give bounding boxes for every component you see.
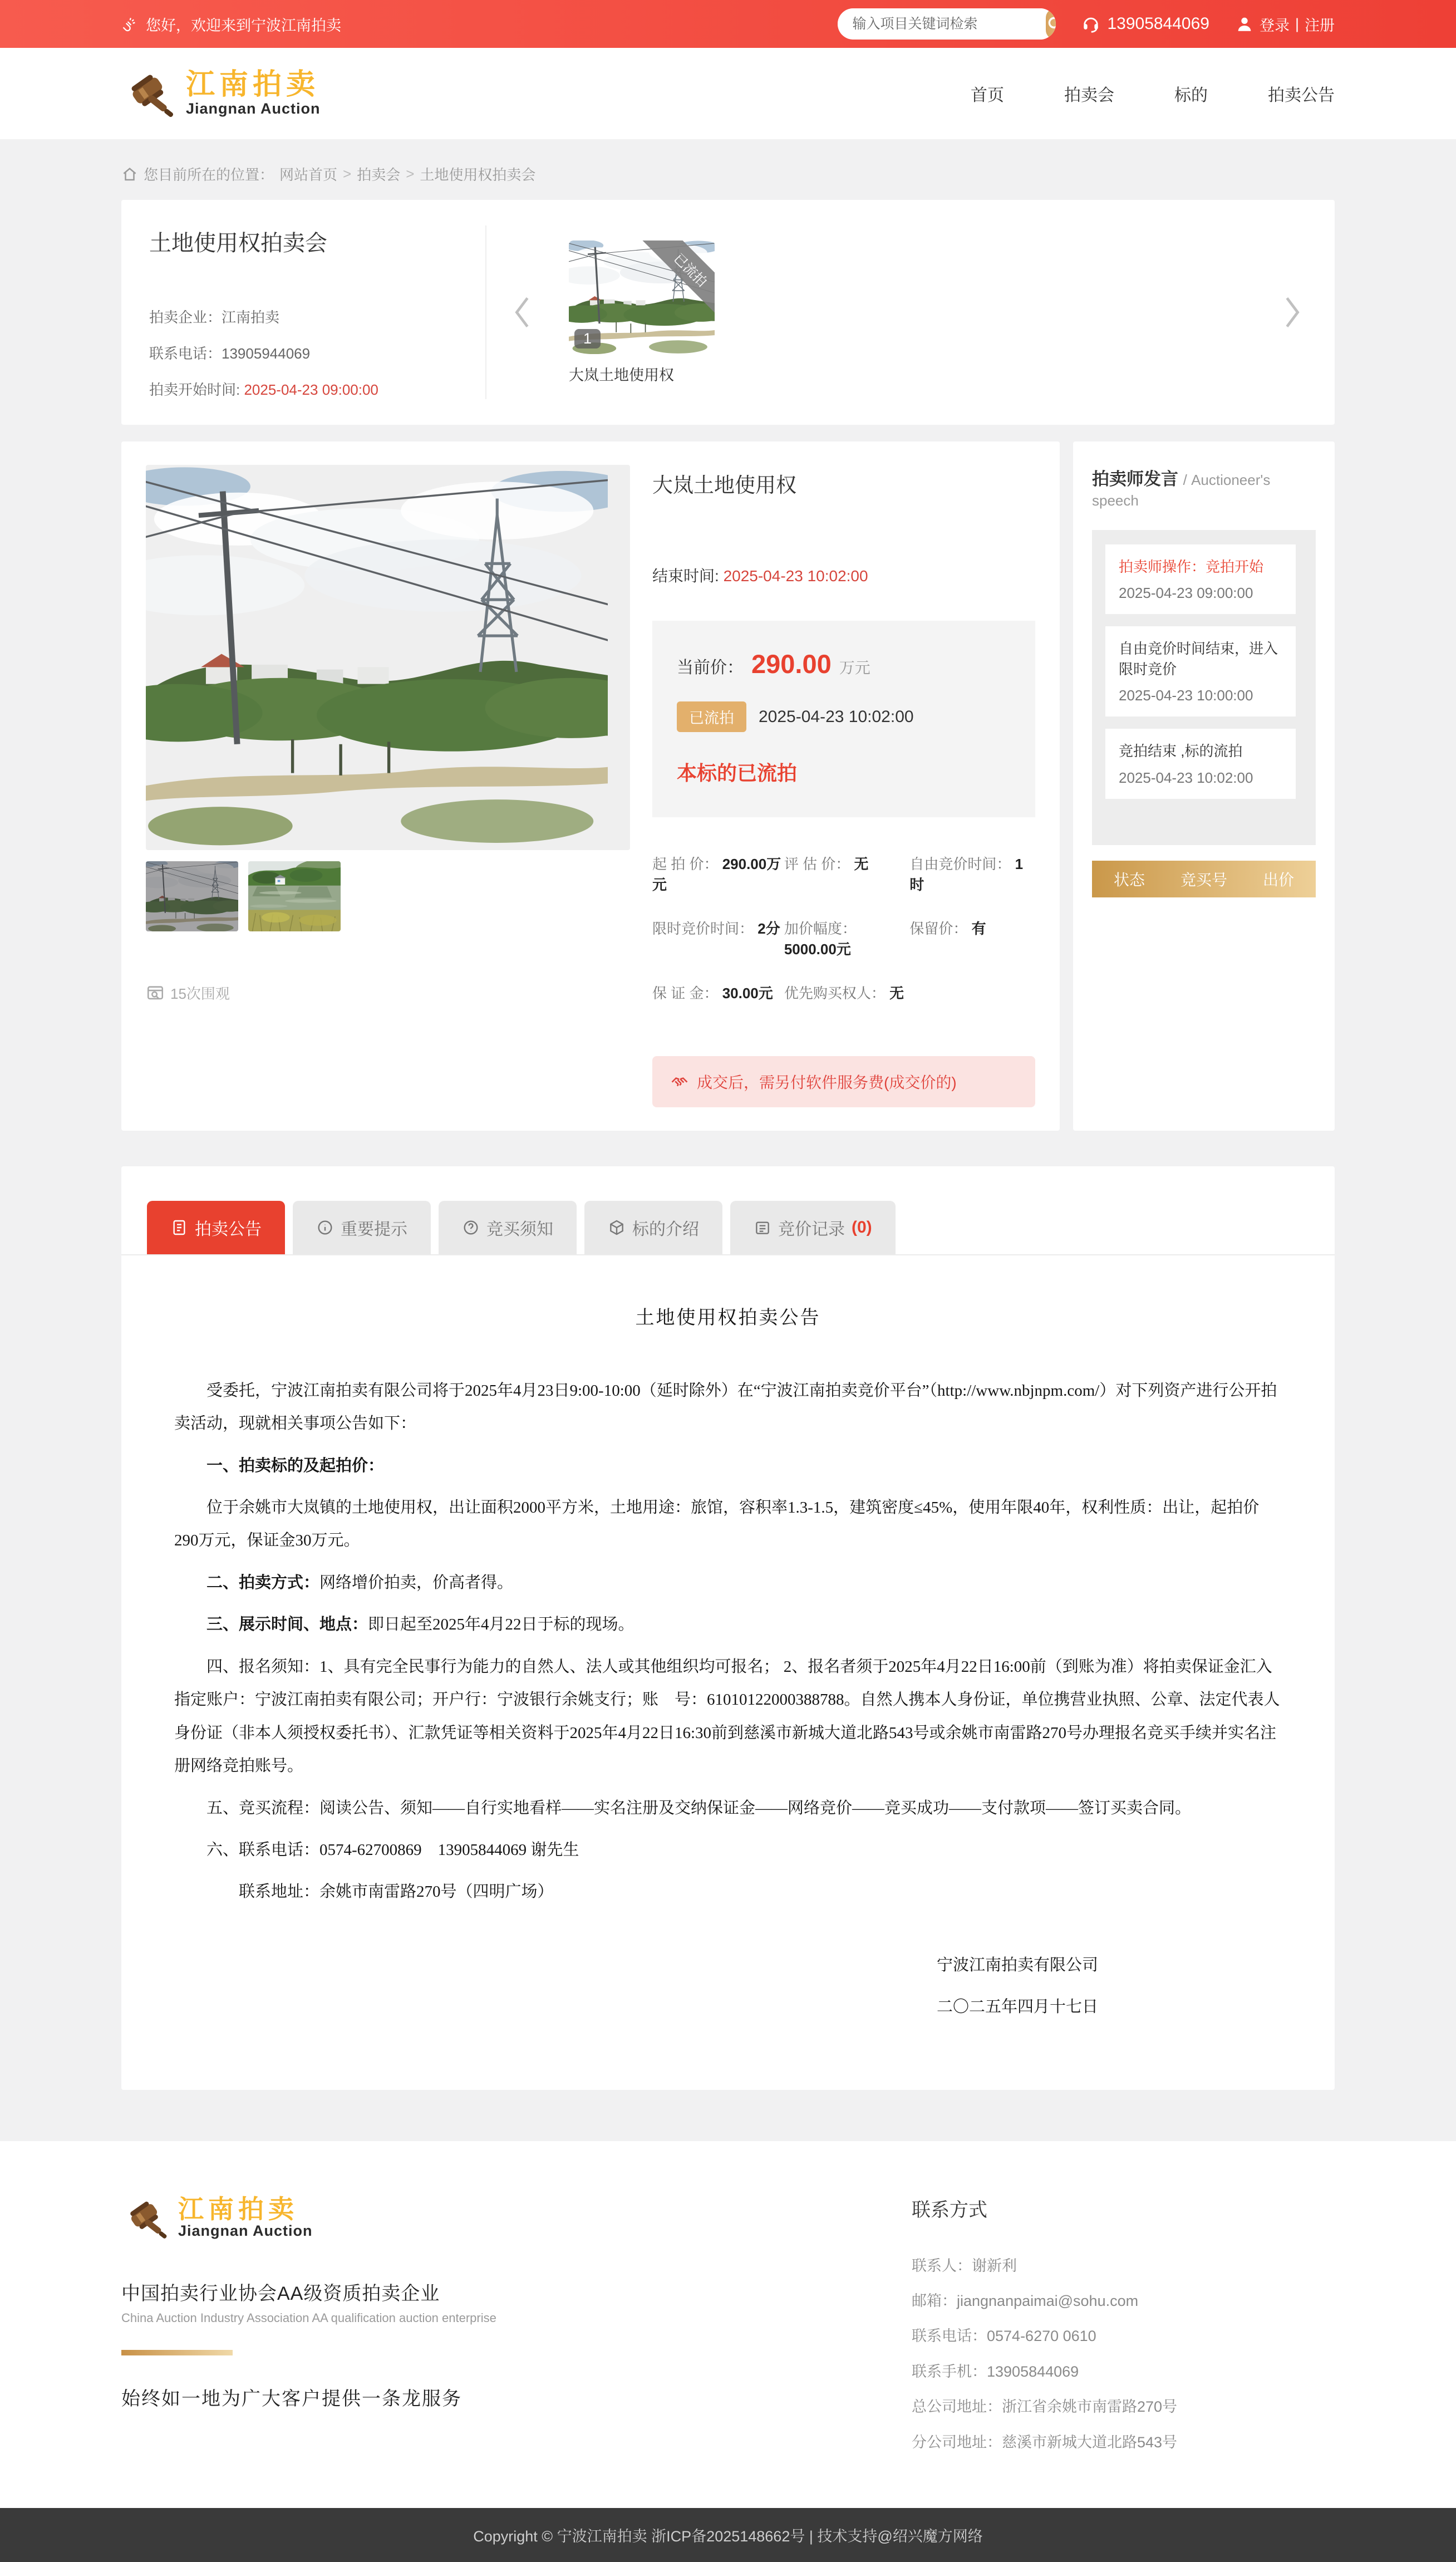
browse-view-icon xyxy=(146,984,165,1003)
footer-logo xyxy=(121,2195,496,2241)
nav-item[interactable]: 拍卖会 xyxy=(1064,86,1114,105)
announcement-section-1-label: 一、拍卖标的及起拍价： xyxy=(206,1456,385,1475)
box-icon xyxy=(608,1219,626,1236)
field-label: 保留价： xyxy=(909,920,968,937)
site-logo[interactable] xyxy=(121,67,321,120)
speech-message-text: 自由竞价时间结束，进入限时竞价 xyxy=(1119,640,1278,678)
announcement-contact-address: 联系地址：余姚市南雷路270号（四明广场） xyxy=(239,1883,554,1901)
speech-message-time: 2025-04-23 10:00:00 xyxy=(1119,687,1253,704)
search-button[interactable] xyxy=(1046,8,1056,40)
lot-carousel xyxy=(511,225,1307,399)
pond-photo xyxy=(248,861,341,931)
contact-value: 慈溪市新城大道北路543号 xyxy=(1002,2433,1178,2451)
footer-slogan-cn: 中国拍卖行业协会AA级资质拍卖企业 xyxy=(121,2283,440,2304)
photo-thumbnail-1[interactable] xyxy=(146,861,238,931)
divider xyxy=(485,225,486,399)
main-nav xyxy=(911,81,1335,106)
copyright-bar xyxy=(0,2508,1456,2562)
announcement-body xyxy=(121,1255,1335,2029)
document-icon xyxy=(170,1219,188,1236)
tab-auction-announcement[interactable]: 拍卖公告 xyxy=(147,1201,285,1254)
speech-messages xyxy=(1092,530,1316,845)
site-header xyxy=(0,48,1456,139)
wave-icon xyxy=(121,16,138,32)
session-phone-line: 联系电话：13905944069 xyxy=(149,345,311,362)
gold-divider xyxy=(121,2350,233,2355)
home-icon xyxy=(121,166,138,183)
copyright-text: Copyright © 宁波江南拍卖 浙ICP备2025148662号 | 技术支持@绍兴魔方网络 xyxy=(473,2528,983,2545)
tab-important-notes[interactable]: 重要提示 xyxy=(293,1201,431,1254)
announcement-title: 土地使用权拍卖公告 xyxy=(635,1308,821,1328)
question-circle-icon xyxy=(462,1219,480,1236)
announcement-section-5: 五、竞买流程：阅读公告、须知——自行实地看样——实名注册及交纳保证金——网络竞价——竞买成功——支付款项——签订买卖合同。 xyxy=(206,1799,1192,1817)
footer-contact xyxy=(912,2195,1335,2461)
lot-main-photo xyxy=(146,465,630,850)
speech-message-time: 2025-04-23 09:00:00 xyxy=(1119,585,1253,602)
lot-field xyxy=(909,853,1035,894)
contact-line xyxy=(912,2354,1335,2389)
bid-header-price: 出价 xyxy=(1262,871,1294,889)
announcement-section-2: 二、拍卖方式：网络增价拍卖，价高者得。 xyxy=(206,1573,514,1592)
lot-field xyxy=(652,853,784,894)
session-company-line: 拍卖企业：江南拍卖 xyxy=(149,309,280,326)
lot-field xyxy=(909,917,1035,959)
contact-line xyxy=(912,2425,1335,2460)
lot-photo xyxy=(146,465,608,850)
carousel-caption: 大岚土地使用权 xyxy=(569,366,674,384)
contact-label: 联系手机： xyxy=(912,2363,987,2380)
user-icon xyxy=(1235,14,1254,33)
service-phone xyxy=(1081,14,1209,33)
chevron-right-icon[interactable] xyxy=(1281,295,1303,330)
view-count: 15次围观 xyxy=(146,983,630,1003)
nav-item[interactable]: 标的 xyxy=(1174,86,1208,105)
lot-index-badge: 1 xyxy=(574,329,601,349)
breadcrumb-link[interactable]: 网站首页 xyxy=(279,166,338,183)
speech-message xyxy=(1105,729,1296,798)
field-value: 无 xyxy=(854,856,869,872)
breadcrumb-link[interactable]: 土地使用权拍卖会 xyxy=(420,166,536,183)
speech-message xyxy=(1105,626,1296,716)
field-label: 限时竞价时间： xyxy=(652,920,754,937)
breadcrumb-separator: > xyxy=(343,165,352,182)
speech-message-text: 竞拍结束 ,标的流拍 xyxy=(1119,743,1243,760)
speech-message xyxy=(1105,544,1296,614)
topbar-welcome xyxy=(121,13,341,35)
carousel-thumbnail[interactable] xyxy=(569,241,715,354)
footer-brand xyxy=(121,2195,496,2461)
logo-title: 江南拍卖 xyxy=(186,68,320,101)
record-list-icon xyxy=(754,1219,771,1236)
lot-field xyxy=(652,917,784,959)
logo-subtitle: Jiangnan Auction xyxy=(186,100,321,117)
current-price-unit: 万元 xyxy=(839,659,870,676)
current-price-label: 当前价： xyxy=(677,659,744,677)
login-divider: | xyxy=(1295,15,1299,32)
lot-fields xyxy=(652,853,1035,1003)
contact-title: 联系方式 xyxy=(912,2199,987,2221)
contact-line xyxy=(912,2284,1335,2319)
contact-label: 联系电话： xyxy=(912,2328,987,2345)
bid-record-count: (0) xyxy=(852,1218,872,1236)
lot-photo xyxy=(146,861,238,931)
status-note: 本标的已流拍 xyxy=(677,762,798,784)
search-box xyxy=(838,8,1056,40)
contact-value: 浙江省余姚市南雷路270号 xyxy=(1002,2398,1178,2416)
breadcrumb-link[interactable]: 拍卖会 xyxy=(357,166,401,183)
field-value: 30.00元 xyxy=(722,985,773,1002)
contact-value: jiangnanpaimai@sohu.com xyxy=(957,2293,1139,2310)
service-fee-notice: 成交后，需另付软件服务费(成交价的) xyxy=(652,1056,1035,1107)
topbar xyxy=(0,0,1456,48)
signature-date: 二〇二五年四月十七日 xyxy=(936,1998,1098,2016)
field-label: 评 估 价： xyxy=(784,856,850,872)
bid-table-header xyxy=(1092,861,1316,897)
lot-field xyxy=(784,982,910,1003)
search-input[interactable] xyxy=(838,8,1046,40)
lot-title: 大岚土地使用权 xyxy=(652,474,796,497)
gavel-icon xyxy=(121,67,175,120)
field-value: 290.00万元 xyxy=(652,856,781,893)
announcement-paragraph: 受委托，宁波江南拍卖有限公司将于2025年4月23日9:00-10:00（延时除外）在“宁波江南拍卖竞价平台”（http://www.nbjnpm.com/）对下列资产进行公开拍卖活动，现就相关事项公告如下： xyxy=(174,1381,1277,1433)
field-value: 5000.00元 xyxy=(784,941,851,958)
tab-bid-records[interactable]: 竞价记录 (0) xyxy=(730,1201,896,1254)
current-price: 290.00 xyxy=(751,649,832,679)
contact-label: 总公司地址： xyxy=(912,2398,1002,2416)
footer-logo-subtitle: Jiangnan Auction xyxy=(178,2222,313,2240)
handshake-icon xyxy=(670,1072,689,1091)
speech-message-text: 拍卖师操作：竞拍开始 xyxy=(1119,558,1264,575)
tab-bidding-instructions[interactable]: 竞买须知 xyxy=(439,1201,577,1254)
announcement-section-1-body: 位于余姚市大岚镇的土地使用权，出让面积2000平方米，土地用途：旅馆，容积率1.3-1.5，建筑密度≤45%，使用年限40年，权利性质：出让，起拍价290万元，保证金30万元。 xyxy=(174,1499,1260,1550)
field-value: 2分 xyxy=(757,920,780,937)
search-icon xyxy=(1046,14,1056,33)
field-label: 起 拍 价： xyxy=(652,856,719,872)
end-time-line: 结束时间: 2025-04-23 10:02:00 xyxy=(652,567,868,585)
session-title: 土地使用权拍卖会 xyxy=(149,231,327,256)
auction-session-card xyxy=(121,200,1335,425)
site-footer xyxy=(0,2141,1456,2509)
gavel-icon xyxy=(121,2195,168,2241)
footer-service-text: 始终如一地为广大客户提供一条龙服务 xyxy=(121,2388,462,2409)
contact-line xyxy=(912,2249,1335,2284)
tab-bar xyxy=(121,1166,1335,1255)
chevron-left-icon[interactable] xyxy=(511,295,533,330)
field-value: 1时 xyxy=(909,856,1024,893)
auctioneer-speech-panel xyxy=(1073,441,1335,1131)
login-link[interactable]: 登录 xyxy=(1259,17,1290,34)
welcome-text: 您好，欢迎来到宁波江南拍卖 xyxy=(146,17,341,34)
contact-label: 联系人： xyxy=(912,2257,972,2274)
info-circle-icon xyxy=(316,1219,334,1236)
status-ribbon: 已流拍 xyxy=(639,241,715,322)
lot-field xyxy=(784,917,910,959)
status-badge: 已流拍 xyxy=(677,701,746,732)
lot-detail-card xyxy=(121,441,1060,1131)
lot-field xyxy=(652,982,784,1003)
field-label: 优先购买权人： xyxy=(784,985,886,1002)
contact-value: 0574-6270 0610 xyxy=(987,2328,1096,2345)
breadcrumb-prefix: 您目前所在的位置： xyxy=(144,166,274,183)
breadcrumb-separator: > xyxy=(406,165,415,182)
contact-label: 邮箱： xyxy=(912,2293,957,2310)
announcement-section-3: 三、展示时间、地点：即日起至2025年4月22日于标的现场。 xyxy=(206,1616,634,1634)
bid-header-status: 状态 xyxy=(1113,871,1145,889)
announcement-card xyxy=(121,1166,1335,2090)
field-value: 无 xyxy=(889,985,904,1002)
field-label: 加价幅度： xyxy=(784,920,857,937)
announcement-section-6: 六、联系电话：0574-62700869 13905844069 谢先生 xyxy=(206,1840,579,1859)
footer-slogan-en: China Auction Industry Association AA qualification auction enterprise xyxy=(121,2310,496,2325)
contact-line xyxy=(912,2389,1335,2424)
nav-item[interactable]: 首页 xyxy=(971,86,1004,105)
lot-field xyxy=(784,853,910,894)
footer-logo-title: 江南拍卖 xyxy=(178,2194,298,2224)
contact-value: 谢新利 xyxy=(972,2257,1017,2274)
breadcrumb xyxy=(121,164,1335,184)
announcement-signature xyxy=(174,1945,1098,2029)
announcement-section-4: 四、报名须知：1、具有完全民事行为能力的自然人、法人或其他组织均可报名； 2、报名者须于2025年4月22日16:00前（到账为准）将拍卖保证金汇入指定账户：宁波江南拍卖有限公司；开户行：宁波银行余姚支行；账 号：61010122000388788。自然人携本人身份证，单位携营业执照、公章、法定代表人身份证（非本人须授权委托书）、汇款凭证等相关资料于2025年4月22日16:30前到慈溪市新城大道北路543号或余姚市南雷路270号办理报名竞买手续并实名注册网络竞拍账号。 xyxy=(174,1657,1280,1775)
session-start-line: 拍卖开始时间: 2025-04-23 09:00:00 xyxy=(149,381,378,398)
contact-label: 分公司地址： xyxy=(912,2433,1002,2451)
nav-item[interactable]: 拍卖公告 xyxy=(1268,86,1335,105)
end-time: 2025-04-23 10:02:00 xyxy=(723,567,868,585)
field-value: 有 xyxy=(971,920,986,937)
status-time: 2025-04-23 10:02:00 xyxy=(759,707,914,726)
carousel-item[interactable] xyxy=(569,241,715,385)
speech-message-time: 2025-04-23 10:02:00 xyxy=(1119,769,1253,786)
bid-header-bidder: 竞买号 xyxy=(1180,871,1227,889)
contact-value: 13905844069 xyxy=(987,2363,1079,2380)
register-link[interactable]: 注册 xyxy=(1305,17,1335,34)
field-label: 保 证 金： xyxy=(652,985,719,1002)
signature-company: 宁波江南拍卖有限公司 xyxy=(936,1956,1098,1974)
price-box xyxy=(652,621,1035,817)
tab-lot-introduction[interactable]: 标的介绍 xyxy=(584,1201,722,1254)
session-start-time: 2025-04-23 09:00:00 xyxy=(244,381,378,398)
field-label: 自由竞价时间： xyxy=(909,856,1011,872)
service-phone-number: 13905844069 xyxy=(1107,14,1209,33)
contact-line xyxy=(912,2319,1335,2354)
photo-thumbnail-2[interactable] xyxy=(248,861,341,931)
headset-icon xyxy=(1081,14,1100,33)
speech-title: 拍卖师发言 / Auctioneer's speech xyxy=(1092,469,1271,509)
